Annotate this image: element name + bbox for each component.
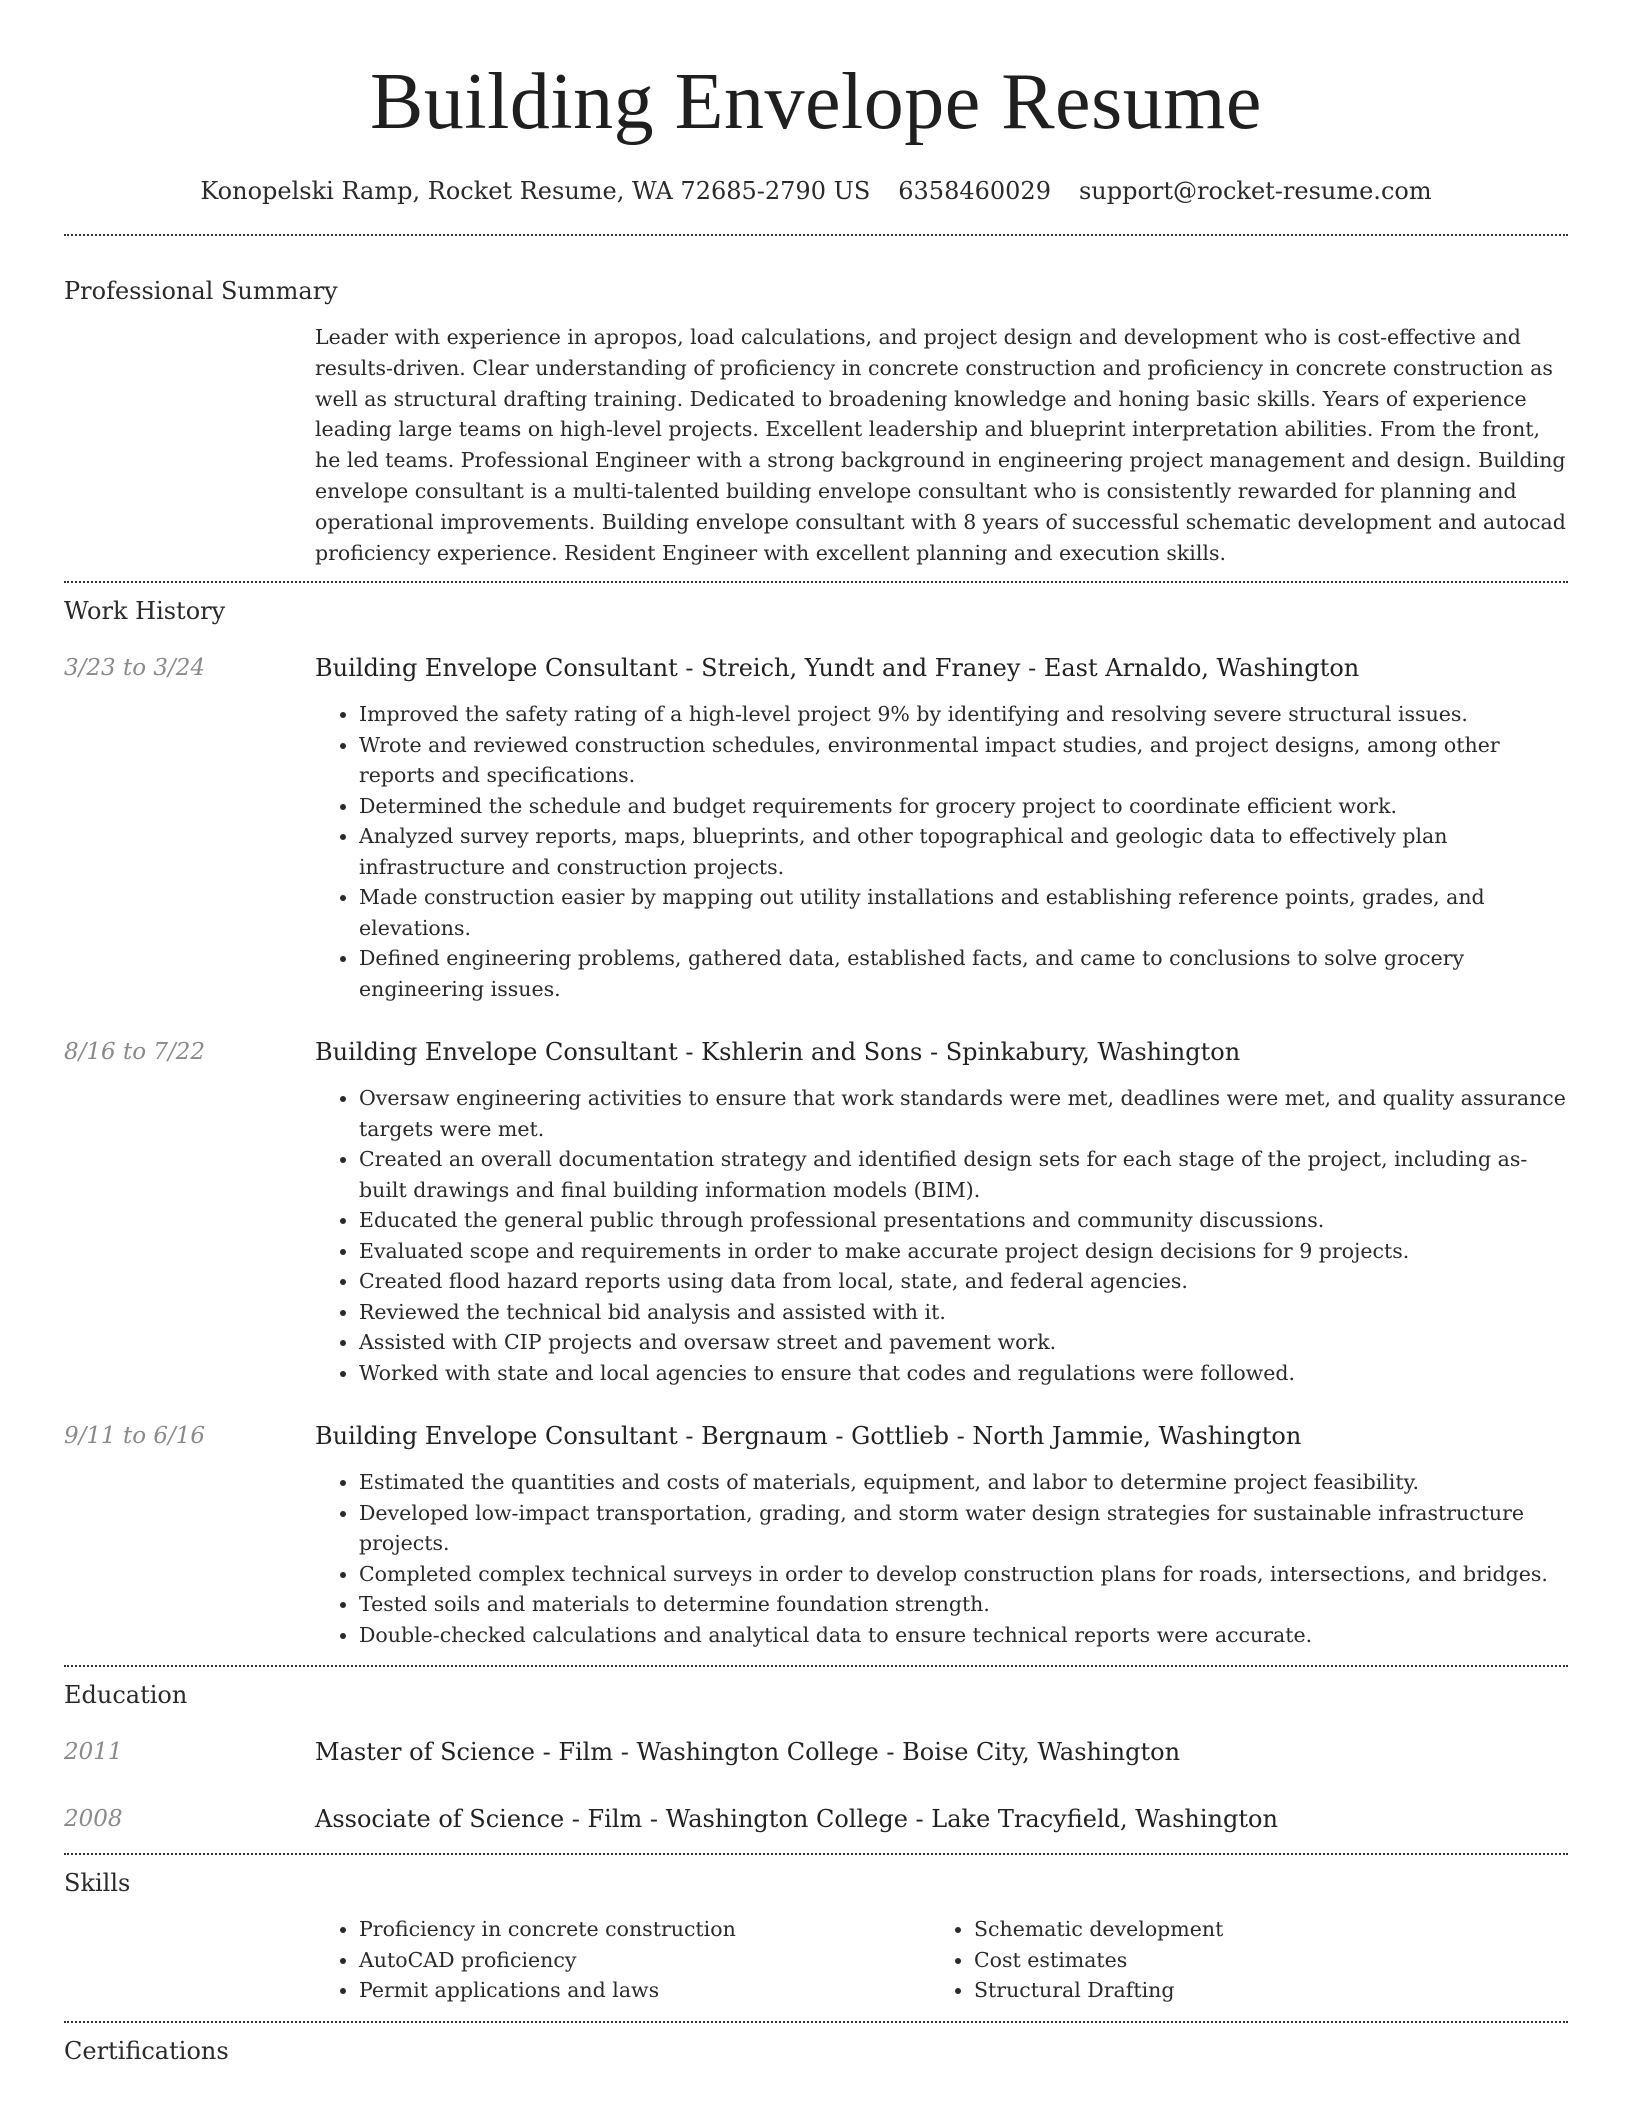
list-item: • Educated the general public through professional presentations and community discussions.	[359, 1205, 1568, 1236]
education-year: 2011	[64, 1739, 123, 1766]
skill-item: • AutoCAD proficiency	[359, 1945, 930, 1976]
job-bullets	[315, 699, 1568, 1004]
list-item: • Defined engineering problems, gathered data, established facts, and came to conclusions to solve grocery engineering issues.	[359, 943, 1568, 1004]
divider	[64, 234, 1568, 236]
job-dates: 9/11 to 6/16	[64, 1423, 206, 1450]
list-item: • Double-checked calculations and analytical data to ensure technical reports were accurate.	[359, 1620, 1568, 1651]
summary-text: Leader with experience in apropos, load calculations, and project design and development who is cost-effective and results-driven. Clear understanding of proficiency in concrete construction and proficiency in concrete construction as well as structural drafting training. Dedicated to broadening knowledge and honing basic skills. Years of experience leading large teams on high-level projects. Excellent leadership and blueprint interpretation abilities. From the front, he led teams. Professional Engineer with a strong background in engineering project management and design. Building envelope consultant is a multi-talented building envelope consultant who is consistently rewarded for planning and operational improvements. Building envelope consultant with 8 years of successful schematic development and autocad proficiency experience. Resident Engineer with excellent planning and execution skills.	[315, 325, 1566, 565]
summary-row	[64, 322, 1568, 568]
list-item: • Worked with state and local agencies to ensure that codes and regulations were followed.	[359, 1358, 1568, 1389]
divider	[64, 2021, 1568, 2023]
job-entry	[64, 651, 1568, 1004]
list-item: • Created flood hazard reports using data from local, state, and federal agencies.	[359, 1266, 1568, 1297]
section-title-certifications: Certifications	[64, 2036, 229, 2065]
skills-spacer	[64, 1914, 315, 2006]
job-entry	[64, 1419, 1568, 1650]
job-dates: 8/16 to 7/22	[64, 1039, 206, 1066]
section-title-education: Education	[64, 1681, 188, 1710]
job-bullets	[315, 1083, 1568, 1388]
contact-line	[64, 174, 1568, 208]
list-item: • Improved the safety rating of a high-level project 9% by identifying and resolving severe structural issues.	[359, 699, 1568, 730]
job-dates: 3/23 to 3/24	[64, 655, 206, 682]
skills-row	[64, 1914, 1568, 2006]
contact-phone: 6358460029	[898, 177, 1051, 205]
job-heading: Building Envelope Consultant - Kshlerin and Sons - Spinkabury, Washington	[315, 1038, 1241, 1067]
section-title-skills: Skills	[64, 1869, 131, 1898]
divider	[64, 1853, 1568, 1855]
education-year: 2008	[64, 1806, 123, 1833]
list-item: • Estimated the quantities and costs of materials, equipment, and labor to determine project feasibility.	[359, 1467, 1568, 1498]
list-item: • Wrote and reviewed construction schedules, environmental impact studies, and project designs, among other reports and specifications.	[359, 730, 1568, 791]
list-item: • Analyzed survey reports, maps, blueprints, and other topographical and geologic data to effectively plan infrastructure and construction projects.	[359, 821, 1568, 882]
list-item: • Tested soils and materials to determine foundation strength.	[359, 1589, 1568, 1620]
job-heading: Building Envelope Consultant - Bergnaum - Gottlieb - North Jammie, Washington	[315, 1422, 1302, 1451]
list-item: • Reviewed the technical bid analysis and assisted with it.	[359, 1297, 1568, 1328]
skill-item: • Proficiency in concrete construction	[359, 1914, 930, 1945]
education-entry	[64, 1735, 1568, 1769]
summary-spacer	[64, 322, 315, 568]
resume-title: Building Envelope Resume	[370, 58, 1262, 146]
job-heading: Building Envelope Consultant - Streich, Yundt and Franey - East Arnaldo, Washington	[315, 654, 1360, 683]
list-item: • Assisted with CIP projects and oversaw street and pavement work.	[359, 1327, 1568, 1358]
list-item: • Evaluated scope and requirements in order to make accurate project design decisions for 9 projects.	[359, 1236, 1568, 1267]
job-bullets	[315, 1467, 1568, 1650]
education-entry	[64, 1802, 1568, 1836]
skill-item: • Schematic development	[974, 1914, 1545, 1945]
list-item: • Completed complex technical surveys in order to develop construction plans for roads, intersections, and bridges.	[359, 1559, 1568, 1590]
education-heading: Master of Science - Film - Washington College - Boise City, Washington	[315, 1738, 1181, 1767]
contact-address: Konopelski Ramp, Rocket Resume, WA 72685-2790 US	[200, 177, 871, 205]
skills-list-left	[315, 1914, 930, 2006]
resume-page	[64, 0, 1568, 2068]
education-heading: Associate of Science - Film - Washington College - Lake Tracyfield, Washington	[315, 1805, 1278, 1834]
skill-item: • Permit applications and laws	[359, 1975, 930, 2006]
section-title-work: Work History	[64, 597, 226, 626]
job-entry	[64, 1035, 1568, 1388]
list-item: • Oversaw engineering activities to ensure that work standards were met, deadlines were met, and quality assurance targets were met.	[359, 1083, 1568, 1144]
contact-email[interactable]: support@rocket-resume.com	[1078, 177, 1432, 205]
list-item: • Made construction easier by mapping out utility installations and establishing reference points, grades, and elevations.	[359, 882, 1568, 943]
list-item: • Created an overall documentation strategy and identified design sets for each stage of the project, including as-built drawings and final building information models (BIM).	[359, 1144, 1568, 1205]
skill-item: • Cost estimates	[974, 1945, 1545, 1976]
divider	[64, 581, 1568, 583]
skills-list-right	[930, 1914, 1545, 2006]
list-item: • Developed low-impact transportation, grading, and storm water design strategies for sustainable infrastructure projects.	[359, 1498, 1568, 1559]
list-item: • Determined the schedule and budget requirements for grocery project to coordinate efficient work.	[359, 791, 1568, 822]
section-title-summary: Professional Summary	[64, 277, 338, 305]
skill-item: • Structural Drafting	[974, 1975, 1545, 2006]
divider	[64, 1665, 1568, 1667]
